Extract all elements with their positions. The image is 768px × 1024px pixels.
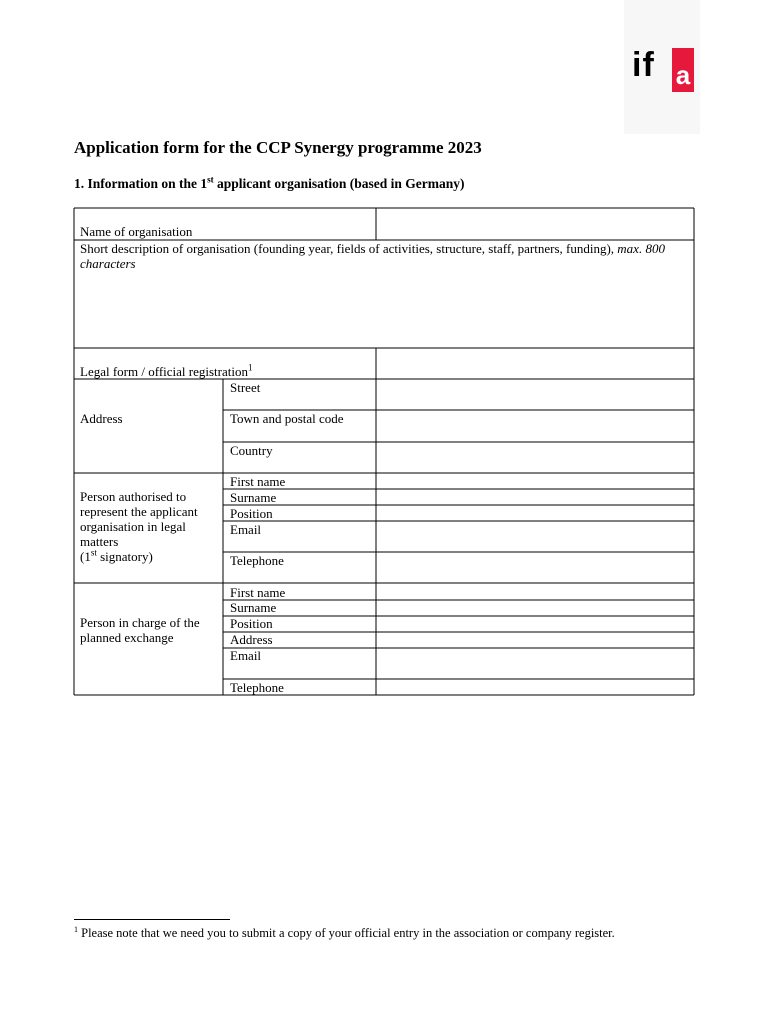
exchange-label-line: planned exchange — [80, 630, 174, 645]
input-legal-form[interactable] — [377, 349, 693, 378]
label-exchange-address: Address — [230, 632, 273, 647]
input-exchange-address[interactable] — [377, 633, 693, 647]
signatory-label-line: organisation in legal — [80, 519, 186, 534]
signatory-label-line — [80, 549, 198, 564]
input-country[interactable] — [377, 443, 693, 472]
label-exchange-first-name: First name — [230, 585, 286, 600]
label-exchange-telephone: Telephone — [230, 680, 284, 695]
short-description-text: Short description of organisation (founding year, fields of activities, structure, staff, partners, funding), — [80, 241, 618, 256]
label-exchange-position: Position — [230, 616, 273, 631]
section-heading — [74, 176, 465, 192]
label-signatory — [80, 489, 198, 564]
exchange-label-line: Person in charge of the — [80, 615, 200, 630]
section-heading-prefix: 1. Information on the 1 — [74, 176, 208, 191]
label-signatory-email: Email — [230, 522, 262, 537]
label-signatory-position: Position — [230, 506, 273, 521]
label-address: Address — [80, 411, 123, 426]
input-street[interactable] — [377, 380, 693, 409]
signatory-label-line: matters — [80, 534, 119, 549]
input-name-of-organisation[interactable] — [377, 209, 693, 239]
input-signatory-surname[interactable] — [377, 490, 693, 504]
footnote-text: Please note that we need you to submit a copy of your official entry in the association or company register. — [78, 926, 615, 940]
signatory-label-line: represent the applicant — [80, 504, 198, 519]
input-signatory-email[interactable] — [377, 522, 693, 551]
input-short-description[interactable] — [75, 272, 693, 347]
input-signatory-first-name[interactable] — [377, 474, 693, 488]
label-legal-form — [80, 364, 252, 379]
signatory-sig-suffix: signatory) — [96, 549, 153, 564]
label-town-postal-code: Town and postal code — [230, 411, 344, 426]
input-exchange-position[interactable] — [377, 617, 693, 631]
logo-panel — [624, 0, 700, 134]
signatory-sig-sup: st — [90, 547, 97, 558]
short-description-italic: max. 800 characters — [80, 241, 665, 271]
section-heading-sup: st — [207, 174, 214, 185]
footnote-marker: 1 — [74, 924, 78, 934]
section-heading-suffix: applicant organisation (based in Germany) — [213, 176, 465, 191]
label-signatory-first-name: First name — [230, 474, 286, 489]
footnote-separator — [74, 919, 230, 920]
ifa-logo — [632, 48, 698, 92]
label-name-of-organisation: Name of organisation — [80, 224, 193, 239]
input-signatory-telephone[interactable] — [377, 553, 693, 582]
label-exchange-surname: Surname — [230, 600, 277, 615]
input-exchange-first-name[interactable] — [377, 584, 693, 599]
label-exchange-email: Email — [230, 648, 262, 663]
label-country: Country — [230, 443, 273, 458]
logo-text-if: if — [632, 46, 655, 84]
page-title: Application form for the CCP Synergy programme 2023 — [74, 138, 482, 157]
label-signatory-surname: Surname — [230, 490, 277, 505]
signatory-label-line: Person authorised to — [80, 489, 187, 504]
label-street: Street — [230, 380, 261, 395]
label-short-description — [80, 241, 692, 271]
legal-form-text: Legal form / official registration — [80, 364, 248, 379]
input-exchange-email[interactable] — [377, 649, 693, 678]
label-exchange-contact — [80, 615, 200, 645]
input-town-postal-code[interactable] — [377, 411, 693, 441]
signatory-sig-prefix: (1 — [80, 549, 91, 564]
input-exchange-surname[interactable] — [377, 601, 693, 615]
input-signatory-position[interactable] — [377, 506, 693, 520]
legal-form-footnote-ref: 1 — [247, 362, 253, 373]
label-signatory-telephone: Telephone — [230, 553, 284, 568]
input-exchange-telephone[interactable] — [377, 680, 693, 694]
footnote — [74, 926, 615, 941]
logo-text-a: a — [672, 48, 694, 92]
